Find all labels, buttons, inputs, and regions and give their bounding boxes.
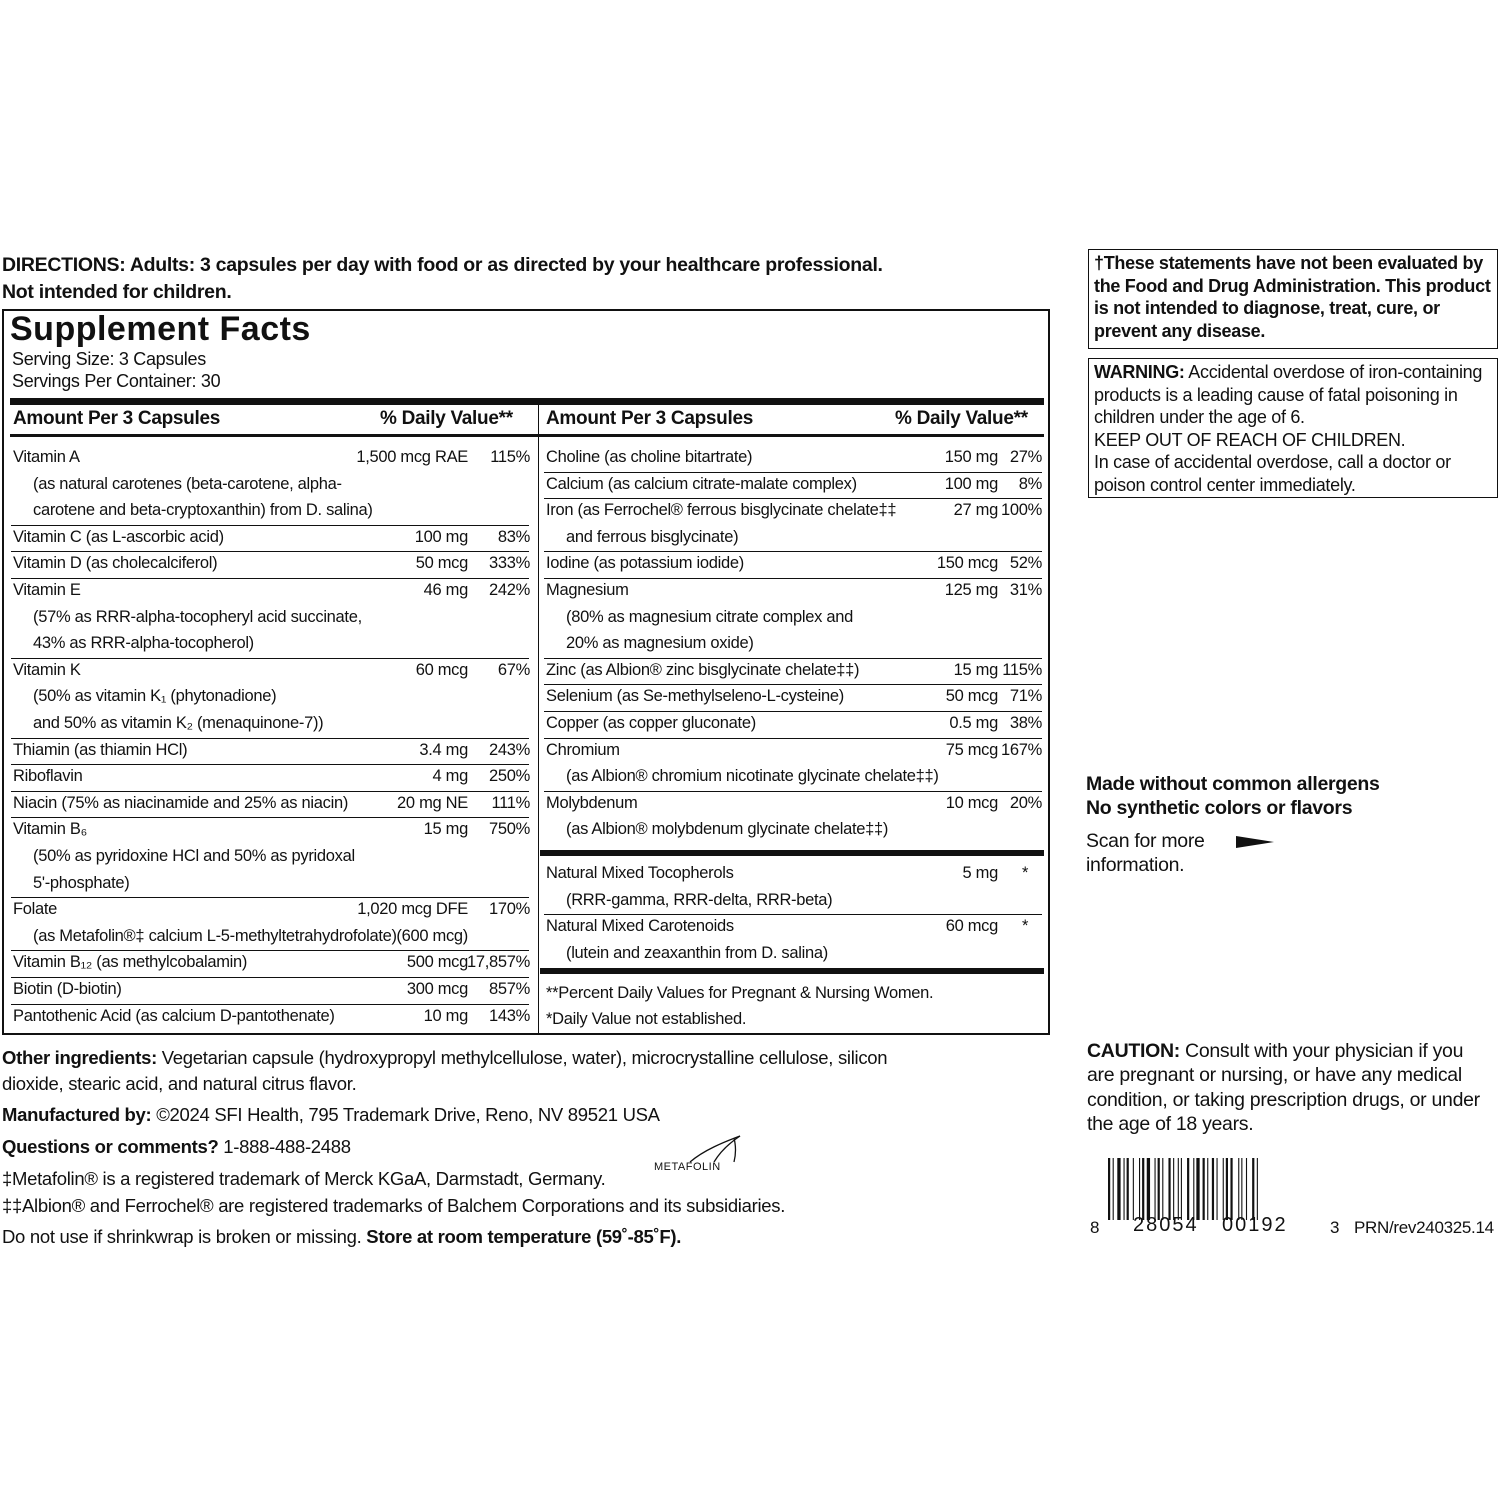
right-row-1-dv: 8% — [1018, 474, 1042, 493]
left-row-2-name: Vitamin D (as cholecalciferol) — [13, 554, 218, 573]
right-row-7-dv: 38% — [1009, 714, 1042, 732]
right-row-4-detail-2: 20% as magnesium oxide) — [566, 634, 754, 653]
warning-text: Accidental overdose of iron-containing products is a leading cause of fatal poisoning in children under the age of 6. — [1094, 362, 1483, 427]
left-row-9-amount-2: (600 mcg) — [396, 926, 468, 945]
left-row-2-dv: 333% — [488, 554, 530, 573]
left-row-4-detail-1: (50% as vitamin K₁ (phytonadione) — [33, 687, 277, 706]
questions-label: Questions or comments? — [2, 1136, 219, 1157]
right-row-9-dv: 20% — [1009, 793, 1042, 812]
left-row-10-dv: 17,857% — [466, 953, 530, 972]
right2-row-1-name: Natural Mixed Carotenoids — [546, 917, 734, 936]
left-row-0-dv: 115% — [490, 448, 530, 466]
right-row-3-name: Iodine (as potassium iodide) — [546, 554, 744, 573]
other-ingredients-text: Vegetarian capsule (hydroxypropyl methylcellulose, water), microcrystalline cellulose, silicon — [156, 1047, 888, 1068]
left-row-8-detail-2: 5'-phosphate) — [33, 873, 130, 892]
storage-note — [2, 1224, 681, 1250]
right-row-1-amount: 100 mg — [944, 474, 998, 493]
right-row-3-amount: 150 mcg — [936, 554, 998, 573]
left-row-0-amount: 1,500 mcg RAE — [356, 448, 468, 466]
left-row-4-name: Vitamin K — [13, 660, 81, 679]
barcode — [1108, 1158, 1298, 1220]
right-row-3-dv: 52% — [1009, 554, 1042, 573]
right-header-dv: % Daily Value** — [895, 408, 1028, 429]
right-row-8-detail-1: (as Albion® chromium nicotinate glycinate chelate‡‡) — [566, 767, 939, 786]
left-row-4-dv: 67% — [497, 660, 530, 679]
manufactured-by-label: Manufactured by: — [2, 1104, 152, 1125]
right-row-5-dv: 115% — [1002, 660, 1042, 679]
right-row-8-name: Chromium — [546, 740, 620, 759]
left-row-3-name: Vitamin E — [13, 581, 81, 599]
left-row-8-amount: 15 mg — [423, 820, 468, 839]
thick-rule — [10, 398, 1044, 405]
left-row-0-detail-1: (as natural carotenes (beta-carotene, alpha- — [33, 474, 342, 493]
right-row-4-dv: 31% — [1009, 581, 1042, 599]
left-row-7-dv: 111% — [491, 793, 530, 812]
left-row-12-name: Pantothenic Acid (as calcium D-pantothenate) — [13, 1006, 335, 1025]
revision-code: PRN/rev240325.14 — [1354, 1218, 1494, 1237]
questions-phone: 1-888-488-2488 — [218, 1136, 351, 1157]
metafolin-logo-text: METAFOLIN — [654, 1161, 721, 1173]
directions-line-1: DIRECTIONS: Adults: 3 capsules per day with food or as directed by your healthcare professional. — [2, 254, 883, 276]
right-row-4-amount: 125 mg — [944, 581, 998, 599]
right-row-2-dv: 100% — [1000, 501, 1042, 520]
right2-row-0-name: Natural Mixed Tocopherols — [546, 864, 734, 882]
scan-line-2: information. — [1086, 854, 1185, 876]
allergen-claims — [1086, 772, 1380, 820]
left-row-9-detail-1: (as Metafolin®‡ calcium L-5-methyltetrahydrofolate) — [33, 926, 397, 945]
left-row-1-name: Vitamin C (as L-ascorbic acid) — [13, 527, 224, 546]
left-row-7-amount: 20 mg NE — [397, 793, 468, 812]
right-row-2-name: Iron (as Ferrochel® ferrous bisglycinate chelate‡‡ — [546, 501, 897, 520]
left-row-0-detail-2: carotene and beta-cryptoxanthin) from D. salina) — [33, 501, 373, 520]
left-row-5-name: Thiamin (as thiamin HCl) — [13, 740, 188, 759]
footnote-percent-dv: **Percent Daily Values for Pregnant & Nursing Women. — [546, 984, 934, 1002]
right2-row-1-detail-1: (lutein and zeaxanthin from D. salina) — [566, 943, 828, 962]
section-rule-1 — [540, 850, 1044, 856]
left-row-3-dv: 242% — [488, 581, 530, 599]
left-header-amount: Amount Per 3 Capsules — [13, 408, 220, 429]
barcode-digit-right: 3 — [1330, 1218, 1340, 1237]
left-row-8-name: Vitamin B₆ — [13, 820, 87, 839]
left-row-9-name: Folate — [13, 900, 58, 919]
right2-row-0-detail-1: (RRR-gamma, RRR-delta, RRR-beta) — [566, 890, 833, 909]
right-row-8-amount: 75 mcg — [945, 740, 998, 759]
right-row-4-name: Magnesium — [546, 581, 629, 599]
left-row-1-dv: 83% — [497, 527, 530, 546]
right-row-6-amount: 50 mcg — [945, 687, 998, 706]
caution-text: Consult with your physician if you are pregnant or nursing, or have any medical condition, or taking prescription drugs, or under the age of 18 years. — [1087, 1040, 1480, 1135]
left-header-dv: % Daily Value** — [380, 408, 513, 429]
left-row-11-name: Biotin (D-biotin) — [13, 980, 122, 998]
other-ingredients-cont: dioxide, stearic acid, and natural citrus flavor. — [2, 1073, 357, 1094]
warning-box — [1088, 358, 1498, 498]
left-row-9-amount: 1,020 mcg DFE — [357, 900, 468, 919]
metafolin-trademark: ‡Metafolin® is a registered trademark of Merck KGaA, Darmstadt, Germany. — [2, 1168, 606, 1189]
right-row-9-detail-1: (as Albion® molybdenum glycinate chelate‡‡) — [566, 820, 889, 839]
caution — [1087, 1039, 1487, 1136]
left-row-3-amount: 46 mg — [423, 581, 468, 599]
barcode-digits-2: 00192 — [1222, 1214, 1288, 1236]
right-row-5-amount: 15 mg — [953, 660, 998, 679]
caution-label: CAUTION: — [1087, 1040, 1180, 1062]
left-row-8-dv: 750% — [488, 820, 530, 839]
right-row-2-detail-1: and ferrous bisglycinate) — [566, 527, 739, 546]
allergen-claim-1: Made without common allergens — [1086, 773, 1380, 795]
right-row-6-name: Selenium (as Se-methylseleno-L-cysteine) — [546, 687, 844, 706]
serving-size: Serving Size: 3 Capsules — [12, 349, 206, 369]
manufactured-by — [2, 1102, 660, 1128]
right-row-9-name: Molybdenum — [546, 793, 638, 812]
left-row-7-name: Niacin (75% as niacinamide and 25% as niacin) — [13, 793, 349, 812]
right-row-7-name: Copper (as copper gluconate) — [546, 714, 756, 732]
barcode-digits-1: 28054 — [1133, 1214, 1199, 1236]
left-row-4-amount: 60 mcg — [415, 660, 468, 679]
left-row-6-name: Riboflavin — [13, 767, 83, 786]
column-divider — [538, 405, 539, 1033]
left-row-2-amount: 50 mcg — [415, 554, 468, 573]
left-row-12-dv: 143% — [488, 1006, 530, 1025]
left-row-10-name: Vitamin B₁₂ (as methylcobalamin) — [13, 953, 248, 972]
right-header-amount: Amount Per 3 Capsules — [546, 408, 753, 429]
column-header-rule — [10, 434, 1044, 437]
left-row-8-detail-1: (50% as pyridoxine HCl and 50% as pyridoxal — [33, 847, 355, 865]
right-row-6-dv: 71% — [1009, 687, 1042, 706]
left-row-3-detail-2: 43% as RRR-alpha-tocopherol) — [33, 634, 254, 653]
supplement-facts-title: Supplement Facts — [10, 310, 311, 348]
directions — [2, 252, 1042, 306]
left-row-1-amount: 100 mg — [414, 527, 468, 546]
left-row-0-name: Vitamin A — [13, 448, 80, 466]
left-row-9-dv: 170% — [488, 900, 530, 919]
fda-disclaimer: †These statements have not been evaluated by the Food and Drug Administration. This product is not intended to diagnose, treat, cure, or prevent any disease. — [1094, 253, 1491, 341]
albion-trademark: ‡‡Albion® and Ferrochel® are registered trademarks of Balchem Corporations and its subsidiaries. — [2, 1195, 786, 1216]
footnote-dv-not-established: *Daily Value not established. — [546, 1010, 747, 1028]
keep-out-of-reach: KEEP OUT OF REACH OF CHILDREN. — [1094, 429, 1406, 450]
questions — [2, 1134, 351, 1160]
section-rule-2 — [540, 968, 1044, 974]
directions-line-2: Not intended for children. — [2, 281, 232, 303]
left-row-3-detail-1: (57% as RRR-alpha-tocopheryl acid succinate, — [33, 607, 362, 626]
store-text: Store at room temperature (59˚-85˚F). — [366, 1226, 682, 1247]
scan-line-1: Scan for more — [1086, 830, 1205, 852]
left-row-5-dv: 243% — [488, 740, 530, 759]
right2-row-0-amount: 5 mg — [962, 864, 998, 882]
left-row-10-amount: 500 mcg — [406, 953, 468, 972]
arrow-right-icon — [1236, 836, 1274, 848]
right-row-8-dv: 167% — [1000, 740, 1042, 759]
left-row-11-amount: 300 mcg — [406, 980, 468, 998]
right-row-2-amount: 27 mg — [953, 501, 998, 520]
scan-info — [1086, 829, 1205, 877]
barcode-digit-left: 8 — [1090, 1218, 1100, 1237]
warning-label: WARNING: — [1094, 362, 1185, 382]
fda-disclaimer-box — [1088, 249, 1498, 349]
right-row-5-name: Zinc (as Albion® zinc bisglycinate chelate‡‡) — [546, 660, 860, 679]
left-row-11-dv: 857% — [488, 980, 530, 998]
other-ingredients-label: Other ingredients: — [2, 1047, 157, 1068]
right2-row-1-amount: 60 mcg — [945, 917, 998, 936]
right-row-0-name: Choline (as choline bitartrate) — [546, 448, 753, 466]
left-row-6-amount: 4 mg — [432, 767, 468, 786]
left-row-12-amount: 10 mg — [423, 1006, 468, 1025]
right-row-1-name: Calcium (as calcium citrate-malate complex) — [546, 474, 857, 493]
right-row-7-amount: 0.5 mg — [949, 714, 998, 732]
shrinkwrap-text: Do not use if shrinkwrap is broken or missing. — [2, 1226, 367, 1247]
metafolin-logo — [654, 1132, 746, 1184]
other-ingredients — [2, 1045, 887, 1071]
right2-row-1-dv: * — [1021, 917, 1029, 936]
right-row-0-amount: 150 mg — [944, 448, 998, 466]
right-row-9-amount: 10 mcg — [945, 793, 998, 812]
left-row-5-amount: 3.4 mg — [419, 740, 468, 759]
left-row-4-detail-2: and 50% as vitamin K₂ (menaquinone-7)) — [33, 714, 324, 732]
allergen-claim-2: No synthetic colors or flavors — [1086, 797, 1353, 819]
servings-per-container: Servings Per Container: 30 — [12, 371, 221, 391]
left-row-6-dv: 250% — [488, 767, 530, 786]
overdose-instructions: In case of accidental overdose, call a doctor or poison control center immediately. — [1094, 452, 1451, 495]
right-row-4-detail-1: (80% as magnesium citrate complex and — [566, 607, 853, 626]
manufactured-by-text: ©2024 SFI Health, 795 Trademark Drive, Reno, NV 89521 USA — [151, 1104, 660, 1125]
right-row-0-dv: 27% — [1009, 448, 1042, 466]
right2-row-0-dv: * — [1021, 864, 1029, 882]
